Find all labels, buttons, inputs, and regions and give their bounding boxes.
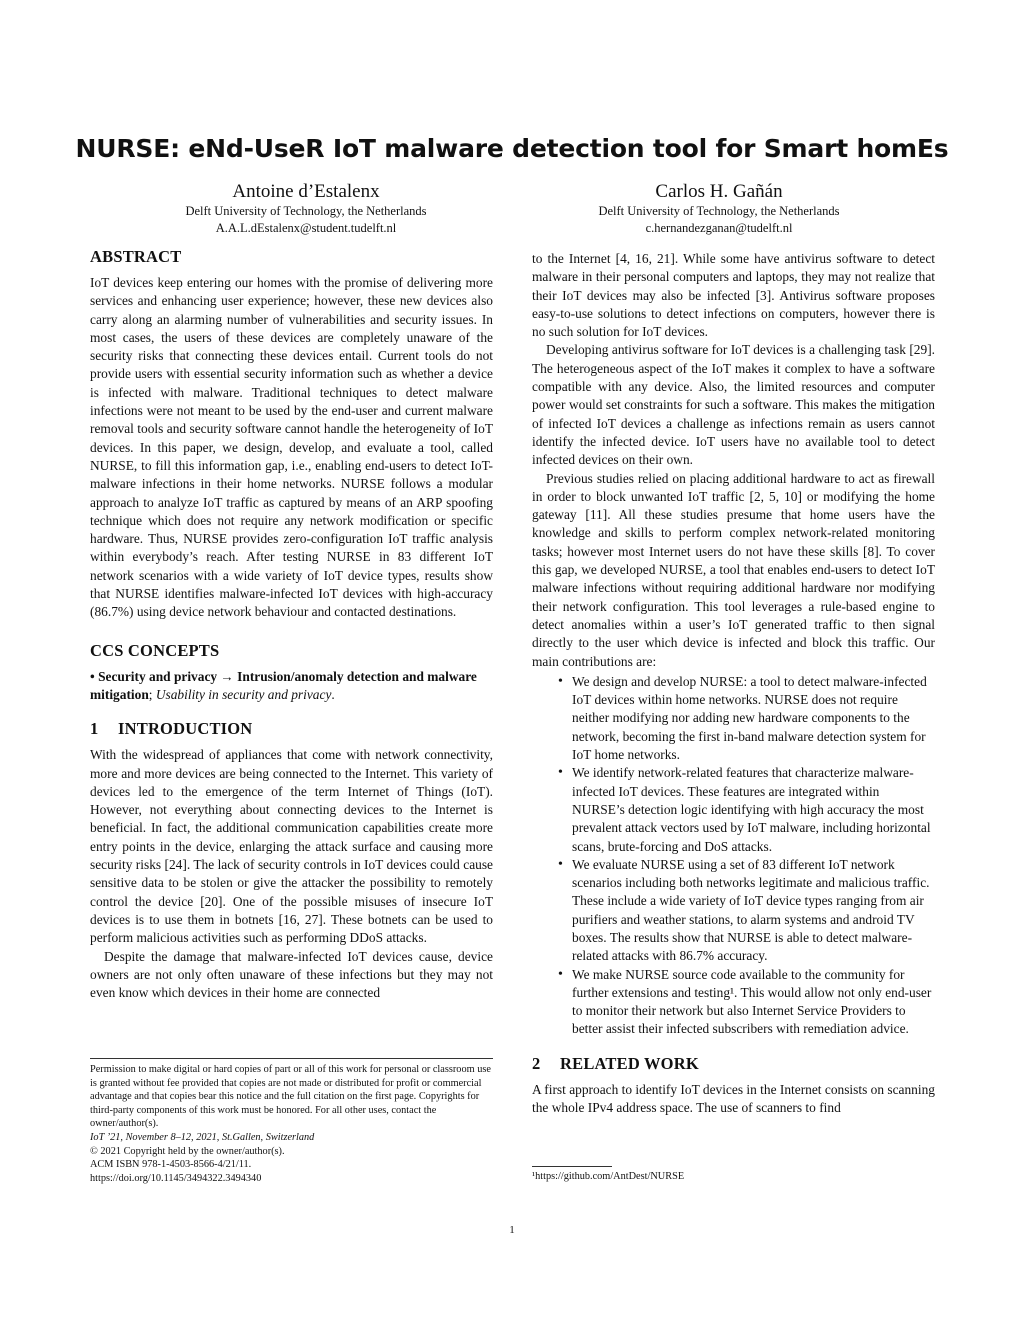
isbn-line: ACM ISBN 978-1-4503-8566-4/21/11. xyxy=(90,1159,252,1171)
related-work-heading xyxy=(532,1053,935,1075)
ccs-secondary: Usability in security and privacy xyxy=(155,686,332,702)
author-affiliation: Delft University of Technology, the Netherlands xyxy=(185,204,427,218)
author-affiliation: Delft University of Technology, the Netherlands xyxy=(598,204,840,218)
section-number: 1 xyxy=(90,719,99,739)
paper-title: NURSE: eNd-UseR IoT malware detection tool for Smart homEs xyxy=(75,134,949,163)
section-number: 2 xyxy=(532,1053,541,1073)
list-item: • We identify network-related features that characterize malware-infected IoT devices. These features are integrated within NURSE’s detection logic identifying with high accuracy the most prevalent attack vectors used by IoT malware, including horizontal scans, brute-forcing and DoS attacks. xyxy=(572,764,935,855)
intro-paragraph-4: Previous studies relied on placing additional hardware to act as firewall in order to block unwanted IoT traffic [2, 5, 10] or modifying the home gateway [11]. All these studies presume that home users have the knowledge and skills to perform complex network-related monitoring tasks; however most Internet users do not have these skills [8]. To cover this gap, we developed NURSE, a tool that enables end-users to detect IoT malware infections without requiring additional hardware nor modifying their network configuration. This tool leverages a rule-based engine to detect anomalies within a user’s IoT generated traffic to then signal directly to the user which device is infected and block this traffic. Our main contributions are: xyxy=(532,470,935,669)
intro-paragraph-1: With the widespread of appliances that come with network connectivity, more and more devices are being connected to the Internet. This variety of devices led to the emergence of the term Internet of Things (IoT). However, not everything about connecting devices to the Internet is beneficial. In fact, the additional communication capabilities create more entry points in the device, enlarging the attack surface and causing more security risks [24]. The lack of security controls in IoT devices could cause sensitive data to be stolen or give the attacker the possibility to remotely control the device [20]. One of the possible misuses of insecure IoT devices is to use them in botnets [16, 27]. These botnets can be used to perform malicious activities such as performing DDoS attacks. xyxy=(90,747,493,946)
author-name: Antoine d’Estalenx xyxy=(232,181,380,202)
section-title: INTRODUCTION xyxy=(118,719,253,739)
ccs-bullet: • xyxy=(90,668,95,684)
abstract-heading: ABSTRACT xyxy=(90,247,182,266)
ccs-concepts xyxy=(90,668,493,705)
left-column xyxy=(90,246,493,1002)
copyright-line: © 2021 Copyright held by the owner/author(s). xyxy=(90,1145,285,1157)
ccs-primary: Security and privacy → Intrusion/anomaly detection and malware mitigation xyxy=(90,668,477,702)
author-email[interactable]: c.hernandezganan@tudelft.nl xyxy=(645,221,793,235)
introduction-heading xyxy=(90,718,493,740)
doi-link[interactable]: https://doi.org/10.1145/3494322.3494340 xyxy=(90,1172,262,1184)
author-block-1 xyxy=(106,181,506,237)
author-email[interactable]: A.A.L.dEstalenx@student.tudelft.nl xyxy=(215,221,397,235)
section-title: RELATED WORK xyxy=(560,1053,699,1073)
venue-line: IoT ’21, November 8–12, 2021, St.Gallen, Switzerland xyxy=(90,1131,315,1143)
intro-paragraph-3: Developing antivirus software for IoT devices is a challenging task [29]. The heterogeneous aspect of the IoT makes it complex to have a software compatible with any device. Also, the limited resources and computer power would set constraints for such a software. This makes the mitigation of infected IoT devices a challenge as infections remain as users cannot identify the infected device. IoT users have no available tool to detect infected devices on their own. xyxy=(532,342,935,468)
related-work-text: A first approach to identify IoT devices in the Internet consists on scanning the whole IPv4 address space. The use of scanners to find xyxy=(532,1081,935,1116)
introduction-section xyxy=(90,718,493,1002)
contributions-list xyxy=(532,673,935,1039)
ccs-heading: CCS CONCEPTS xyxy=(90,640,220,660)
abstract-text: IoT devices keep entering our homes with the promise of delivering more services and enhancing user experience; however, these new devices also carry along an alarming number of vulnerabilities and security issues. In most cases, the users of these devices are completely unaware of the security risks that connecting these devices entail. Current tools do not provide users with essential security information such as whether a device is infected with malware. Traditional techniques to detect malware infections were not meant to be used by the end-user and current malware removal tools and security software cannot handle the heterogeneity of IoT devices. In this paper, we design, develop, and evaluate a tool, called NURSE, to fill this information gap, i.e., enabling end-users to detect IoT-malware infections in their home networks. NURSE follows a modular approach to analyze IoT traffic as captured by means of an ARP spoofing technique which does not require any network modification or specific hardware. Thus, NURSE provides zero-configuration IoT traffic analysis within everybody’s reach. After testing NURSE in 83 different IoT network scenarios with a wide variety of IoT device types, results show that NURSE identifies malware-infected IoT devices with high-accuracy (86.7%) using device network behaviour and contacted destinations. xyxy=(90,275,493,620)
author-name: Carlos H. Gañán xyxy=(655,181,783,202)
ccs-section xyxy=(90,640,493,705)
permission-notice xyxy=(90,1058,493,1185)
right-column xyxy=(532,250,935,1117)
footnote-link[interactable]: ¹https://github.com/AntDest/NURSE xyxy=(532,1171,685,1182)
related-work-section xyxy=(532,1053,935,1118)
list-item: • We evaluate NURSE using a set of 83 different IoT network scenarios including both networks legitimate and malicious traffic. These include a wide variety of IoT device types ranging from air purifiers and weather stations, to alarm systems and android TV boxes. The results show that NURSE is able to detect malware-related attacks with 86.7% accuracy. xyxy=(572,856,935,966)
ccs-separator: ; xyxy=(148,686,156,702)
list-item: • We make NURSE source code available to the community for further extensions and testing¹. This would allow not only end-user to monitor their network but also Internet Service Providers to better assist their infected subscribers with remediation advice. xyxy=(572,966,935,1039)
footnote xyxy=(532,1166,935,1182)
abstract-section xyxy=(90,246,493,622)
intro-paragraph-2-start: Despite the damage that malware-infected IoT devices cause, device owners are not only often unaware of these infections but they may not even know which devices in their home are connected xyxy=(90,948,493,1001)
list-item: • We design and develop NURSE: a tool to detect malware-infected IoT devices within home networks. NURSE does not require neither modifying nor adding new hardware components to the network, becoming the first in-band malware detection system for IoT home networks. xyxy=(572,673,935,764)
footnote-rule xyxy=(532,1166,612,1167)
permission-text: Permission to make digital or hard copies of part or all of this work for personal or classroom use is granted without fee provided that copies are not made or distributed for profit or commercial advantage and that copies bear this notice and the full citation on the first page. Copyrights for third-party components of this work must be honored. For all other uses, contact the owner/author(s). xyxy=(90,1064,491,1130)
ccs-end: . xyxy=(331,686,335,702)
page-number: 1 xyxy=(509,1224,515,1236)
intro-paragraph-2-end: to the Internet [4, 16, 21]. While some have antivirus software to detect malware in their personal computers and laptops, they may not realize that their IoT devices may also be infected [3]. Antivirus software proposes easy-to-use solutions to detect infections on computers, however there is no such solution for IoT devices. xyxy=(532,251,935,340)
author-block-2 xyxy=(519,181,919,237)
